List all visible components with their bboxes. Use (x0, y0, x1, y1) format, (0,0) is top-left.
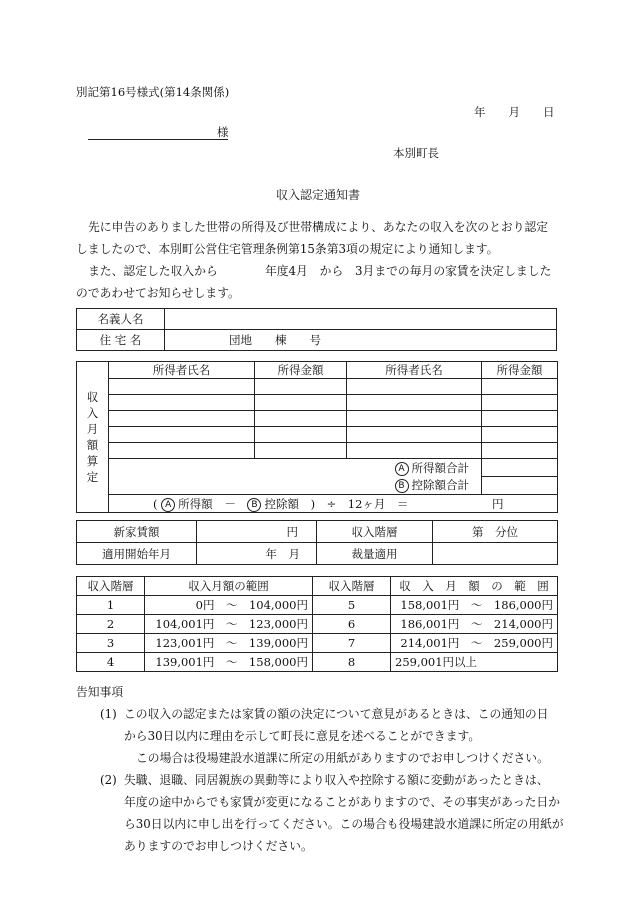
bracket-level: 8 (313, 653, 391, 672)
issuer: 本別町長 (393, 146, 439, 160)
earner-cell[interactable] (109, 379, 255, 395)
bracket-range: 139,001円 ～ 158,000円 (145, 653, 313, 672)
notes-heading: 告知事項 (76, 685, 124, 699)
body-line-3: また、認定した収入から 年度4月 から 3月までの毎月の家賃を決定しました (88, 264, 552, 278)
new-rent-label: 新家賃額 (77, 521, 197, 543)
formula-minus: － (224, 496, 236, 511)
bracket-range: 186,001円 ～ 214,000円 (391, 615, 558, 634)
bracket-range: 214,001円 ～ 259,000円 (391, 634, 558, 653)
side-char: 定 (86, 470, 99, 484)
document-title: 収入認定通知書 (276, 188, 361, 202)
side-char: 収 (86, 390, 99, 404)
addressee-line[interactable] (88, 124, 228, 140)
formula-row (109, 495, 558, 513)
formula-divide: ) ÷ 12ヶ月 ＝ (310, 496, 409, 511)
mark-b: B (247, 498, 261, 512)
earner-cell[interactable] (109, 443, 255, 459)
note-1-text: この収入の認定または家賃の額の決定について意見があるときは、この通知の日 (124, 707, 549, 721)
table-row (77, 615, 558, 634)
address-label: 住 宅 名 (77, 330, 165, 351)
name-field[interactable] (165, 309, 557, 330)
header-income-amount: 所得金額 (255, 362, 347, 379)
rent-table (76, 520, 558, 565)
earner-cell[interactable] (109, 395, 255, 411)
earner-cell[interactable] (347, 395, 482, 411)
earner-cell[interactable] (347, 411, 482, 427)
start-value[interactable]: 年 月 (197, 543, 317, 565)
note-2-num: (2) (100, 773, 117, 787)
address-units: 団地 棟 号 (229, 333, 321, 347)
note-1-num: (1) (100, 707, 117, 721)
discretion-value[interactable] (433, 543, 558, 565)
info-table (76, 308, 557, 351)
total-a-label (109, 459, 482, 477)
date-line: 年 月 日 (474, 105, 555, 119)
note-1-line-3: この場合は役場建設水道課に所定の用紙がありますのでお申しつけください。 (136, 751, 549, 765)
note-1-line-1 (76, 703, 564, 725)
income-side-label (77, 362, 109, 513)
bracket-range: 0円 ～ 104,000円 (145, 596, 313, 615)
bracket-table (76, 576, 558, 672)
note-2-text: 失職、退職、同居親族の異動等により収入や控除する額に変動があったときは、 (124, 773, 549, 787)
bracket-range: 123,001円 ～ 139,000円 (145, 634, 313, 653)
earner-cell[interactable] (347, 379, 482, 395)
earner-cell[interactable] (109, 411, 255, 427)
note-2-line-2: 年度の途中からでも家賃が変更になることがありますので、その事実があった日か (124, 795, 561, 809)
total-b-value[interactable] (482, 477, 558, 495)
note-2-line-1 (76, 769, 564, 791)
notes-section (76, 681, 564, 857)
form-id: 別記第16号様式(第14条関係) (76, 85, 230, 99)
address-field[interactable] (165, 330, 557, 351)
total-a-value[interactable] (482, 459, 558, 477)
formula-unit: 円 (492, 496, 504, 511)
bracket-level: 4 (77, 653, 145, 672)
start-label: 適用開始年月 (77, 543, 197, 565)
total-b-text: 控除額合計 (411, 478, 469, 493)
amount-cell[interactable] (482, 379, 558, 395)
total-a-text: 所得額合計 (411, 460, 469, 475)
table-row (77, 653, 558, 672)
yen-unit: 円 (286, 524, 298, 539)
new-rent-value[interactable] (197, 521, 317, 543)
mark-a: A (161, 498, 175, 512)
header-income-amount-2: 所得金額 (482, 362, 558, 379)
body-line-4: のであわせてお知らせします。 (76, 286, 240, 300)
bracket-level: 3 (77, 634, 145, 653)
amount-cell[interactable] (482, 411, 558, 427)
amount-cell[interactable] (482, 427, 558, 443)
earner-cell[interactable] (347, 443, 482, 459)
table-row (77, 634, 558, 653)
bracket-header-level: 収入階層 (77, 577, 145, 596)
note-1-line-2: から30日以内に理由を示して町長に意見を述べることができます。 (124, 729, 481, 743)
amount-cell[interactable] (255, 411, 347, 427)
side-char: 月 (86, 422, 99, 436)
note-2-line-3: ら30日以内に申し出を行ってください。この場合も役場建設水道課に所定の用紙が (124, 817, 564, 831)
formula-deduction: 控除額 (264, 496, 299, 511)
table-row (77, 596, 558, 615)
side-char: 額 (86, 438, 99, 452)
body-line-2: しましたので、本別町公営住宅管理条例第15条第3項の規定により通知します。 (76, 242, 499, 256)
formula-income: 所得額 (178, 496, 213, 511)
bracket-header-level-2: 収入階層 (313, 577, 391, 596)
bracket-level: 7 (313, 634, 391, 653)
bracket-level: 2 (77, 615, 145, 634)
bracket-header-range-2: 収 入 月 額 の 範 囲 (391, 577, 558, 596)
side-char: 入 (86, 406, 99, 420)
bracket-range: 158,001円 ～ 186,000円 (391, 596, 558, 615)
header-earner-name: 所得者氏名 (109, 362, 255, 379)
note-2-line-4: ありますのでお申しつけください。 (124, 839, 313, 853)
addressee-suffix: 様 (217, 125, 229, 139)
bracket-level: 5 (313, 596, 391, 615)
body-text (76, 216, 551, 304)
amount-cell[interactable] (255, 395, 347, 411)
bracket-level: 1 (77, 596, 145, 615)
income-class-value[interactable]: 第 分位 (433, 521, 558, 543)
amount-cell[interactable] (255, 443, 347, 459)
mark-b: B (395, 479, 409, 493)
bracket-header-range: 収入月額の範囲 (145, 577, 313, 596)
amount-cell[interactable] (482, 443, 558, 459)
discretion-label: 裁量適用 (317, 543, 433, 565)
amount-cell[interactable] (482, 395, 558, 411)
earner-cell[interactable] (109, 427, 255, 443)
bracket-range: 259,001円以上 (391, 653, 558, 672)
income-class-label: 収入階層 (317, 521, 433, 543)
header-earner-name-2: 所得者氏名 (347, 362, 482, 379)
bracket-range: 104,001円 ～ 123,000円 (145, 615, 313, 634)
body-line-1: 先に申告のありました世帯の所得及び世帯構成により、あなたの収入を次のとおり認定 (88, 220, 549, 234)
total-b-label (109, 477, 482, 495)
mark-a: A (395, 462, 409, 476)
amount-cell[interactable] (255, 379, 347, 395)
earner-cell[interactable] (347, 427, 482, 443)
name-label: 名義人名 (77, 309, 165, 330)
income-table (76, 361, 558, 513)
formula-paren: ( (153, 496, 158, 511)
amount-cell[interactable] (255, 427, 347, 443)
bracket-level: 6 (313, 615, 391, 634)
side-char: 算 (86, 454, 99, 468)
